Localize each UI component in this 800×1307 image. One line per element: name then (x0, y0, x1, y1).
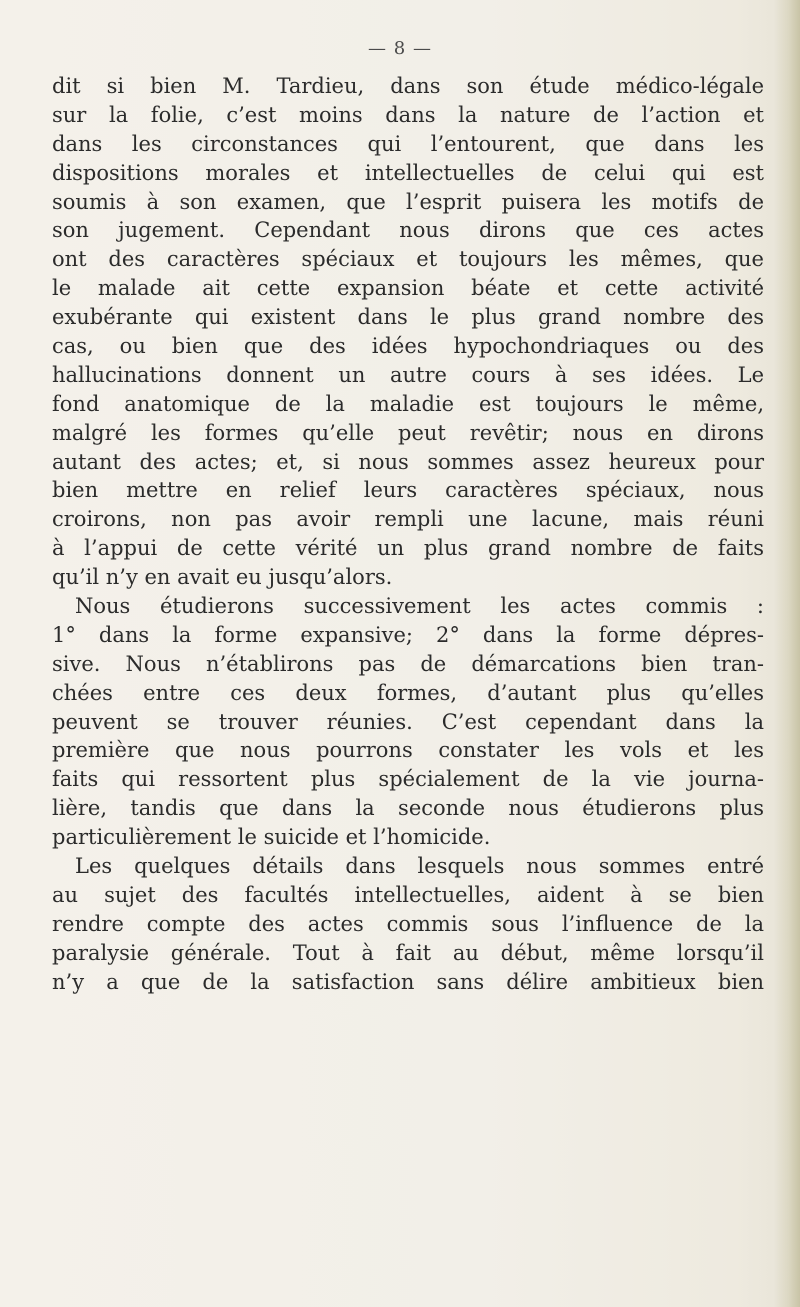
text-line: faits qui ressortent plus spécialement de la vie journa- (52, 767, 764, 792)
text-line: dans les circonstances qui l’entourent, que dans les (52, 131, 764, 156)
text-line: dit si bien M. Tardieu, dans son étude médico-légale (52, 74, 764, 98)
paragraph-start-line: Les quelques détails dans lesquels nous sommes entré (75, 854, 764, 879)
text-line: son jugement. Cependant nous dirons que ces actes (52, 218, 764, 243)
page-edge-shadow (774, 0, 800, 1307)
text-line: au sujet des facultés intellectuelles, aident à se bien (52, 882, 764, 907)
text-line: ont des caractères spéciaux et toujours les mêmes, que (52, 247, 764, 272)
text-line: cas, ou bien que des idées hypochondriaques ou des (52, 334, 764, 359)
text-line: qu’il n’y en avait eu jusqu’alors. (52, 565, 393, 590)
text-line: rendre compte des actes commis sous l’influence de la (52, 911, 764, 936)
text-line: peuvent se trouver réunies. C’est cependant dans la (52, 709, 764, 734)
text-line: sur la folie, c’est moins dans la nature de l’action et (52, 102, 764, 127)
text-line: autant des actes; et, si nous sommes assez heureux pour (52, 449, 764, 474)
text-line: n’y a que de la satisfaction sans délire ambitieux bien (52, 969, 764, 994)
text-line: soumis à son examen, que l’esprit puisera les motifs de (52, 189, 764, 214)
text-line: dispositions morales et intellectuelles de celui qui est (52, 160, 764, 185)
text-line: paralysie générale. Tout à fait au début, même lorsqu’il (52, 940, 764, 965)
text-line: 1° dans la forme expansive; 2° dans la forme dépres- (52, 622, 764, 647)
text-line: fond anatomique de la maladie est toujours le même, (52, 391, 764, 416)
body-text (52, 72, 764, 997)
text-line: bien mettre en relief leurs caractères spéciaux, nous (52, 478, 764, 503)
text-line: sive. Nous n’établirons pas de démarcations bien tran- (52, 651, 764, 676)
page-number: — 8 — (368, 38, 432, 59)
text-line: à l’appui de cette vérité un plus grand nombre de faits (52, 536, 764, 561)
text-line: lière, tandis que dans la seconde nous étudierons plus (52, 796, 764, 821)
text-line: particulièrement le suicide et l’homicide. (52, 825, 491, 850)
text-line: première que nous pourrons constater les vols et les (52, 738, 764, 763)
text-line: chées entre ces deux formes, d’autant plus qu’elles (52, 680, 764, 705)
text-line: croirons, non pas avoir rempli une lacune, mais réuni (52, 507, 764, 532)
text-line: hallucinations donnent un autre cours à ses idées. Le (52, 362, 764, 387)
text-line: exubérante qui existent dans le plus grand nombre des (52, 305, 764, 330)
text-line: malgré les formes qu’elle peut revêtir; nous en dirons (52, 420, 764, 445)
text-line: le malade ait cette expansion béate et cette activité (52, 276, 764, 301)
paragraph-start-line: Nous étudierons successivement les actes commis : (75, 594, 764, 619)
